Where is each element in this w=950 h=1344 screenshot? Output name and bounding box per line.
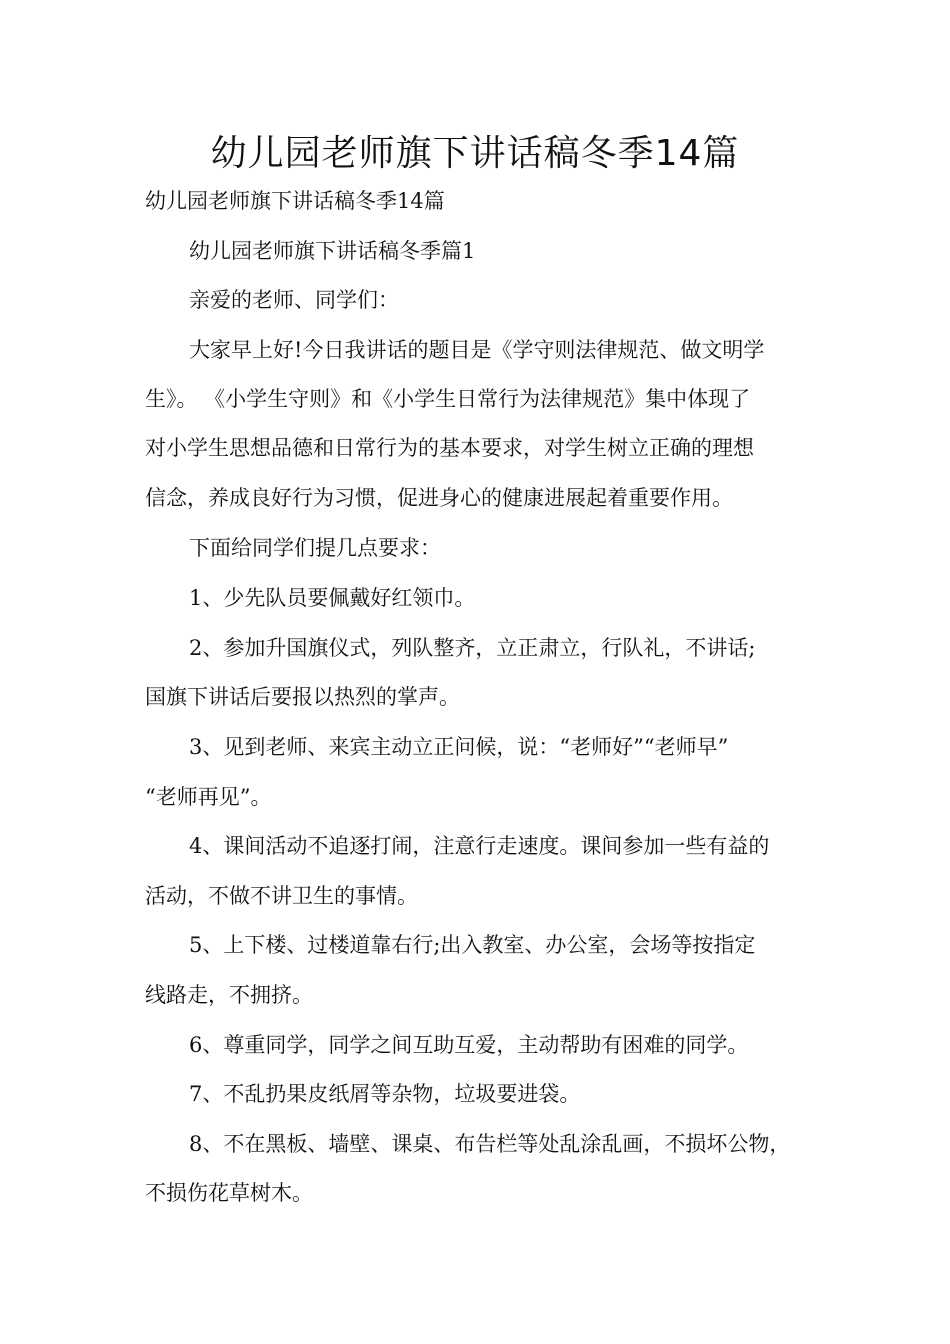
list-item-8-line-1: 8、不在黑板、墙壁、课桌、布告栏等处乱涂乱画，不损坏公物，	[189, 1132, 791, 1156]
greeting-line: 亲爱的老师、同学们：	[189, 288, 399, 312]
intro-line-3: 对小学生思想品德和日常行为的基本要求，对学生树立正确的理想	[145, 436, 754, 460]
document-title: 幼儿园老师旗下讲话稿冬季14篇	[210, 133, 740, 174]
document-subtitle: 幼儿园老师旗下讲话稿冬季14篇	[145, 189, 445, 213]
list-item-5-line-2: 线路走，不拥挤。	[145, 983, 313, 1007]
list-item-8-line-2: 不损伤花草树木。	[145, 1181, 313, 1205]
list-item-1: 1、少先队员要佩戴好红领巾。	[189, 586, 476, 610]
list-item-7: 7、不乱扔果皮纸屑等杂物，垃圾要进袋。	[189, 1082, 581, 1106]
list-item-4-line-1: 4、课间活动不追逐打闹，注意行走速度。课间参加一些有益的	[189, 834, 770, 858]
list-item-5-line-1: 5、上下楼、过楼道靠右行;出入教室、办公室，会场等按指定	[189, 933, 756, 957]
list-item-3-line-1: 3、见到老师、来宾主动立正问候，说：“老师好”“老师早”	[189, 735, 729, 759]
list-item-2-line-1: 2、参加升国旗仪式，列队整齐，立正肃立，行队礼，不讲话;	[189, 636, 756, 660]
list-item-2-line-2: 国旗下讲话后要报以热烈的掌声。	[145, 685, 460, 709]
section-heading: 幼儿园老师旗下讲话稿冬季篇1	[189, 239, 476, 263]
requirements-lead: 下面给同学们提几点要求：	[189, 536, 441, 560]
list-item-6: 6、尊重同学，同学之间互助互爱，主动帮助有困难的同学。	[189, 1033, 749, 1057]
list-item-3-line-2: “老师再见”。	[145, 785, 272, 809]
intro-line-2: 生》。 《小学生守则》和《小学生日常行为法律规范》集中体现了	[145, 387, 751, 411]
list-item-4-line-2: 活动，不做不讲卫生的事情。	[145, 884, 418, 908]
intro-line-1: 大家早上好!今日我讲话的题目是《学守则法律规范、做文明学	[189, 338, 765, 362]
intro-line-4: 信念，养成良好行为习惯，促进身心的健康进展起着重要作用。	[145, 486, 733, 510]
